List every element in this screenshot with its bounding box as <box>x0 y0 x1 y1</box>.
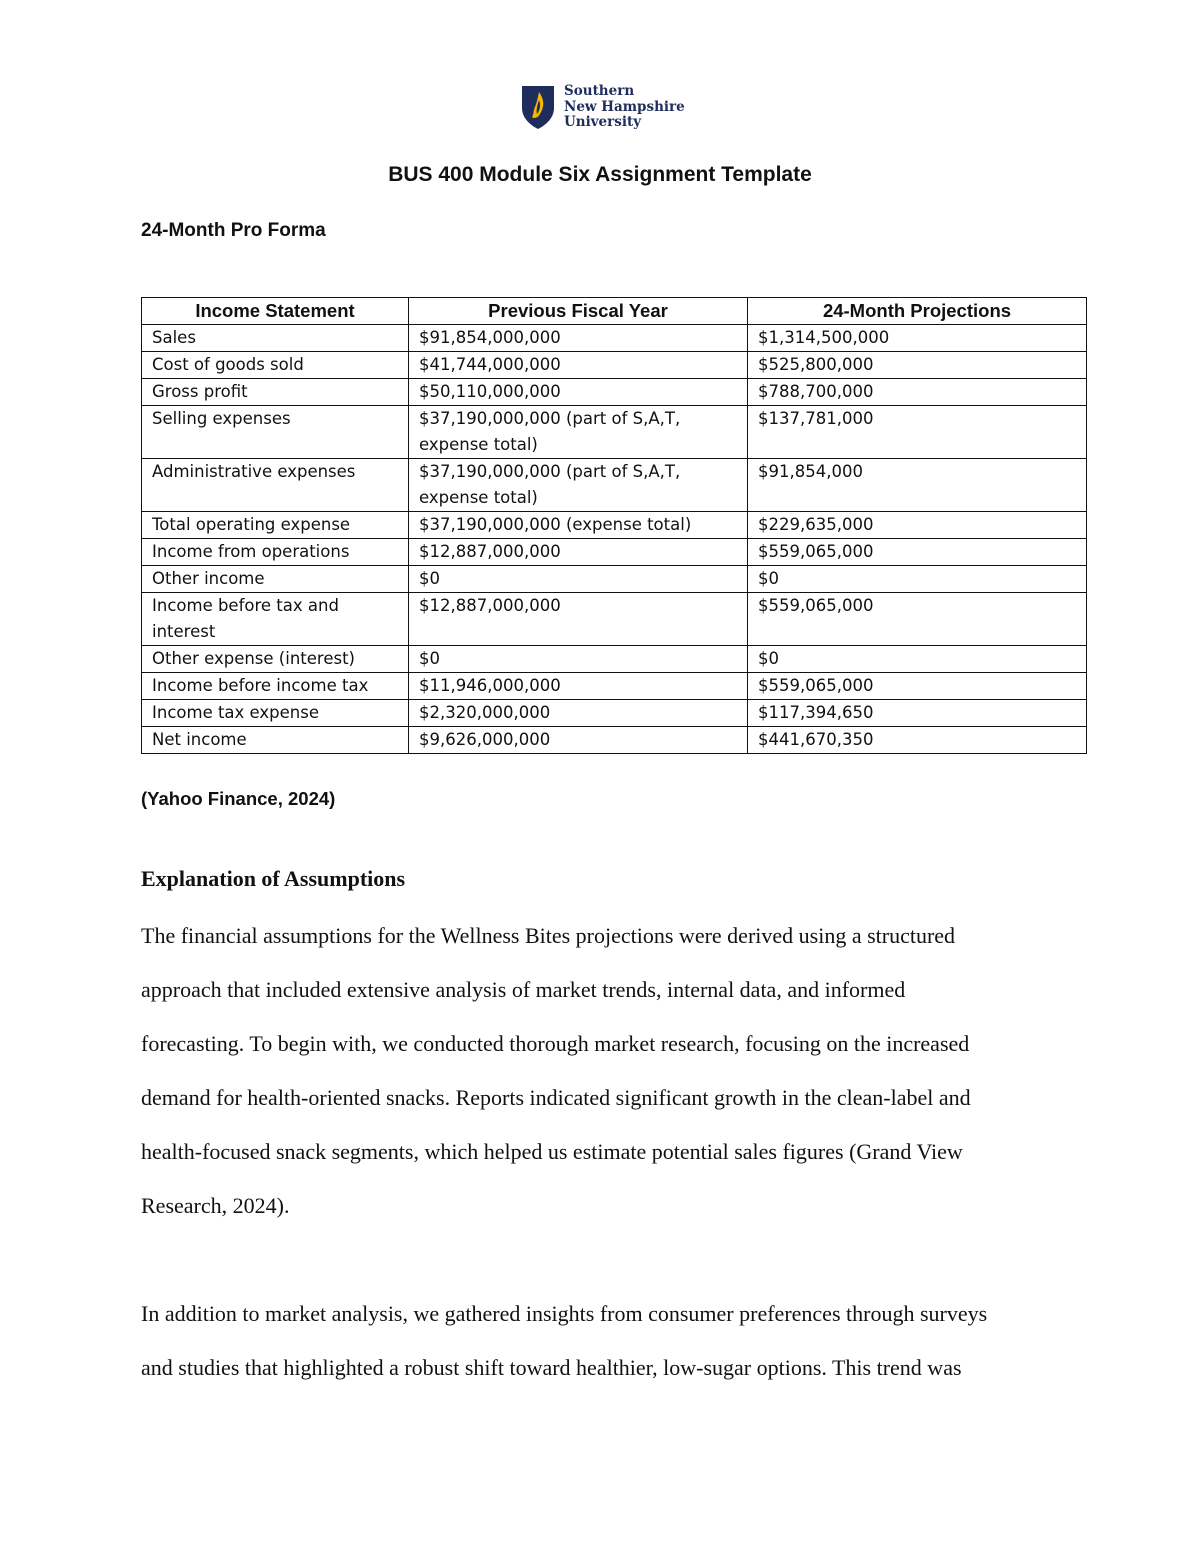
document-title: BUS 400 Module Six Assignment Template <box>388 163 812 186</box>
previous-value: $91,854,000,000 <box>409 325 748 352</box>
projection-value: $117,394,650 <box>748 700 1087 727</box>
row-label: Income before tax and interest <box>142 593 409 646</box>
table-row <box>142 406 1087 459</box>
column-header: Income Statement <box>142 298 409 325</box>
paragraph-line: In addition to market analysis, we gathered insights from consumer preferences through surveys <box>141 1301 988 1326</box>
paragraph-line: health-focused snack segments, which helped us estimate potential sales figures (Grand View <box>141 1139 963 1164</box>
table-row <box>142 379 1087 406</box>
table-row <box>142 700 1087 727</box>
paragraph-line: The financial assumptions for the Wellness Bites projections were derived using a structured <box>141 923 956 948</box>
previous-value: $0 <box>409 566 748 593</box>
previous-value: $9,626,000,000 <box>409 727 748 754</box>
logo-line: New Hampshire <box>564 98 685 115</box>
table-row <box>142 512 1087 539</box>
table-row <box>142 646 1087 673</box>
table-row <box>142 593 1087 646</box>
projection-value: $91,854,000 <box>748 459 1087 512</box>
income-statement-table <box>141 297 1087 754</box>
previous-value: $41,744,000,000 <box>409 352 748 379</box>
column-header: Previous Fiscal Year <box>409 298 748 325</box>
previous-value: $50,110,000,000 <box>409 379 748 406</box>
row-label: Administrative expenses <box>142 459 409 512</box>
table-row <box>142 566 1087 593</box>
logo-line: University <box>564 114 642 130</box>
row-label: Cost of goods sold <box>142 352 409 379</box>
row-label: Net income <box>142 727 409 754</box>
column-header: 24-Month Projections <box>748 298 1087 325</box>
projection-value: $137,781,000 <box>748 406 1087 459</box>
paragraph-line: forecasting. To begin with, we conducted thorough market research, focusing on the increased <box>141 1031 970 1056</box>
table-row <box>142 325 1087 352</box>
previous-value: $0 <box>409 646 748 673</box>
document-subtitle: 24-Month Pro Forma <box>141 220 326 241</box>
previous-value: $2,320,000,000 <box>409 700 748 727</box>
previous-value: $37,190,000,000 (part of S,A,T, expense total) <box>409 406 748 459</box>
previous-value: $12,887,000,000 <box>409 593 748 646</box>
previous-value: $11,946,000,000 <box>409 673 748 700</box>
row-label: Other expense (interest) <box>142 646 409 673</box>
paragraph-line: demand for health-oriented snacks. Reports indicated significant growth in the clean-label and <box>141 1085 971 1110</box>
projection-value: $559,065,000 <box>748 593 1087 646</box>
table-header-row <box>142 298 1087 325</box>
projection-value: $229,635,000 <box>748 512 1087 539</box>
projection-value: $441,670,350 <box>748 727 1087 754</box>
assumptions-paragraph-2 <box>141 1287 1061 1395</box>
projection-value: $559,065,000 <box>748 673 1087 700</box>
projection-value: $0 <box>748 566 1087 593</box>
projection-value: $525,800,000 <box>748 352 1087 379</box>
table-row <box>142 539 1087 566</box>
university-logo <box>520 84 685 131</box>
logo-wordmark <box>564 84 685 131</box>
previous-value: $37,190,000,000 (part of S,A,T, expense total) <box>409 459 748 512</box>
section-heading: Explanation of Assumptions <box>141 866 406 891</box>
projection-value: $559,065,000 <box>748 539 1087 566</box>
row-label: Sales <box>142 325 409 352</box>
projection-value: $0 <box>748 646 1087 673</box>
logo-line: Southern <box>564 83 635 99</box>
previous-value: $37,190,000,000 (expense total) <box>409 512 748 539</box>
row-label: Gross profit <box>142 379 409 406</box>
projection-value: $788,700,000 <box>748 379 1087 406</box>
table-row <box>142 459 1087 512</box>
paragraph-line: approach that included extensive analysis of market trends, internal data, and informed <box>141 977 906 1002</box>
row-label: Income from operations <box>142 539 409 566</box>
shield-flame-icon <box>520 84 556 130</box>
row-label: Income tax expense <box>142 700 409 727</box>
row-label: Other income <box>142 566 409 593</box>
row-label: Total operating expense <box>142 512 409 539</box>
paragraph-line: and studies that highlighted a robust shift toward healthier, low-sugar options. This trend was <box>141 1355 962 1380</box>
table-row <box>142 352 1087 379</box>
table-citation: (Yahoo Finance, 2024) <box>141 788 336 809</box>
paragraph-line: Research, 2024). <box>141 1193 290 1218</box>
row-label: Selling expenses <box>142 406 409 459</box>
table-row <box>142 673 1087 700</box>
table-row <box>142 727 1087 754</box>
projection-value: $1,314,500,000 <box>748 325 1087 352</box>
assumptions-paragraph-1 <box>141 909 1061 1233</box>
previous-value: $12,887,000,000 <box>409 539 748 566</box>
row-label: Income before income tax <box>142 673 409 700</box>
